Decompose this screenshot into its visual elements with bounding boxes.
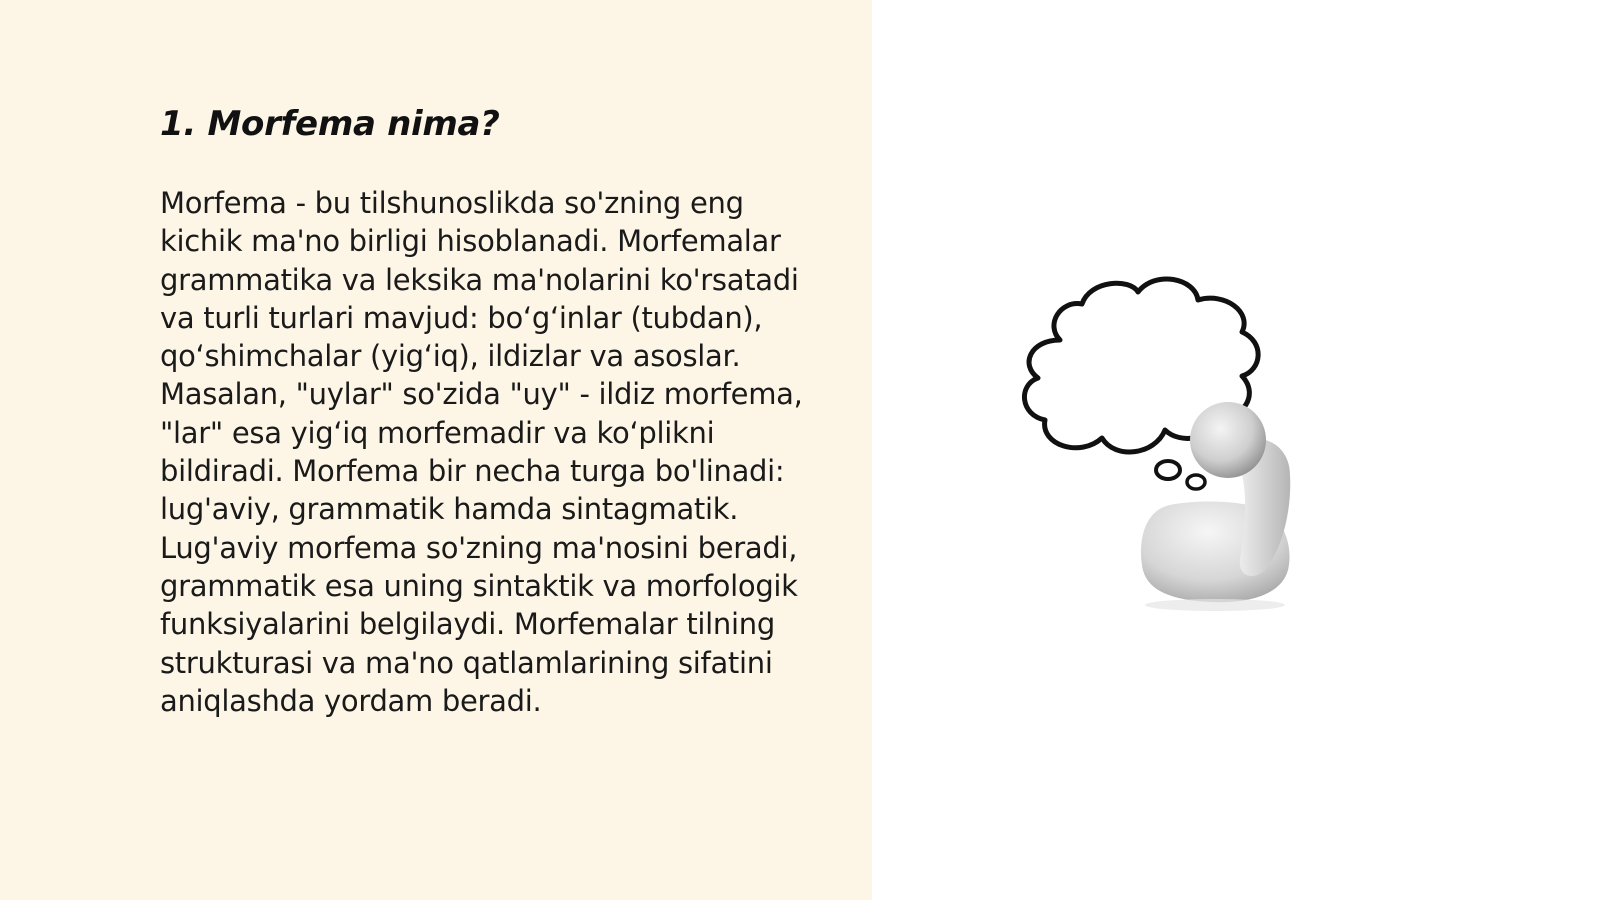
body-line: Lug'aviy morfema so'zning ma'nosini beradi,: [160, 530, 798, 565]
figure-shadow: [1145, 599, 1285, 611]
body-line: strukturasi va ma'no qatlamlarining sifatini: [160, 645, 773, 680]
body-line: va turli turlari mavjud: bo‘g‘inlar (tubdan),: [160, 300, 763, 335]
body-line: bildiradi. Morfema bir necha turga bo'linadi:: [160, 454, 785, 489]
figure-head: [1190, 402, 1266, 478]
body-line: qo‘shimchalar (yig‘iq), ildizlar va asoslar.: [160, 339, 741, 374]
thought-bubble-small: [1156, 461, 1180, 479]
body-line: Masalan, "uylar" so'zida "uy" - ildiz morfema,: [160, 377, 803, 412]
body-line: funksiyalarini belgilaydi. Morfemalar tilning: [160, 607, 775, 642]
thought-bubble-tiny: [1187, 475, 1205, 489]
slide-body-text: [160, 184, 850, 720]
body-line: kichik ma'no birligi hisoblanadi. Morfemalar: [160, 224, 781, 259]
body-line: "lar" esa yig‘iq morfemadir va ko‘plikni: [160, 415, 715, 450]
body-line: Morfema - bu tilshunoslikda so'zning eng: [160, 186, 744, 220]
slide-heading: 1. Morfema nima?: [160, 104, 500, 144]
body-line: aniqlashda yordam beradi.: [160, 683, 542, 718]
body-line: grammatik esa uning sintaktik va morfologik: [160, 568, 798, 603]
thinking-person-with-thought-bubble-icon: [1020, 270, 1350, 620]
body-line: grammatika va leksika ma'nolarini ko'rsatadi: [160, 262, 799, 297]
body-line: lug'aviy, grammatik hamda sintagmatik.: [160, 492, 739, 527]
